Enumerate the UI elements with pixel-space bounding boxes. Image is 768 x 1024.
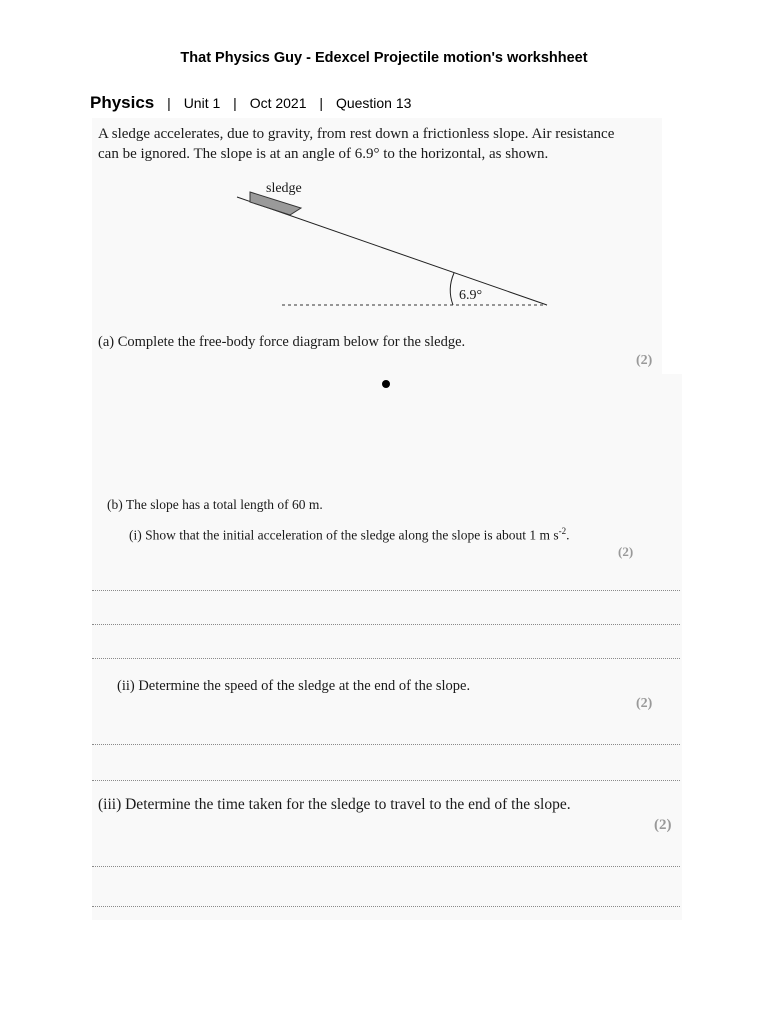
sledge-label: sledge [266, 181, 302, 196]
answer-line [92, 866, 680, 867]
question-panel-middle [92, 374, 682, 670]
slope-diagram [0, 0, 768, 330]
part-b-iii-text: (iii) Determine the time taken for the sledge to travel to the end of the slope. [98, 796, 571, 813]
answer-line [92, 780, 680, 781]
unit-label: Unit 1 [183, 95, 221, 111]
angle-label: 6.9° [459, 288, 483, 303]
part-b-ii-text: (ii) Determine the speed of the sledge at the end of the slope. [117, 678, 471, 694]
separator: | [233, 95, 237, 111]
answer-line [92, 624, 680, 625]
part-a-marks: (2) [636, 353, 653, 368]
answer-line [92, 658, 680, 659]
part-b-i-superscript: -2 [558, 526, 567, 536]
intro-line: can be ignored. The slope is at an angle of 6.9° to the horizontal, as shown. [98, 146, 549, 162]
question-number: Question 13 [335, 95, 412, 111]
free-body-dot [382, 380, 390, 388]
date-label: Oct 2021 [249, 95, 307, 111]
part-b-i-end: . [566, 527, 570, 543]
page-title: That Physics Guy - Edexcel Projectile motion's workshheet [180, 50, 588, 66]
answer-line [92, 906, 680, 907]
part-b-ii-marks: (2) [636, 696, 653, 711]
subject-label: Physics [90, 93, 155, 112]
part-b-text: (b) The slope has a total length of 60 m. [107, 497, 323, 512]
separator: | [167, 95, 171, 111]
intro-line: A sledge accelerates, due to gravity, from rest down a frictionless slope. Air resistance [98, 126, 615, 142]
angle-arc [450, 273, 454, 305]
part-b-i-main: (i) Show that the initial acceleration of the sledge along the slope is about 1 m s [129, 527, 559, 543]
answer-line [92, 590, 680, 591]
part-b-iii-marks: (2) [654, 817, 672, 833]
question-panel-bottom [92, 670, 682, 920]
part-b-i-text [129, 526, 570, 544]
separator: | [319, 95, 324, 111]
part-b-i-marks: (2) [618, 544, 634, 559]
answer-line [92, 744, 680, 745]
part-a-text: (a) Complete the free-body force diagram below for the sledge. [98, 334, 466, 350]
